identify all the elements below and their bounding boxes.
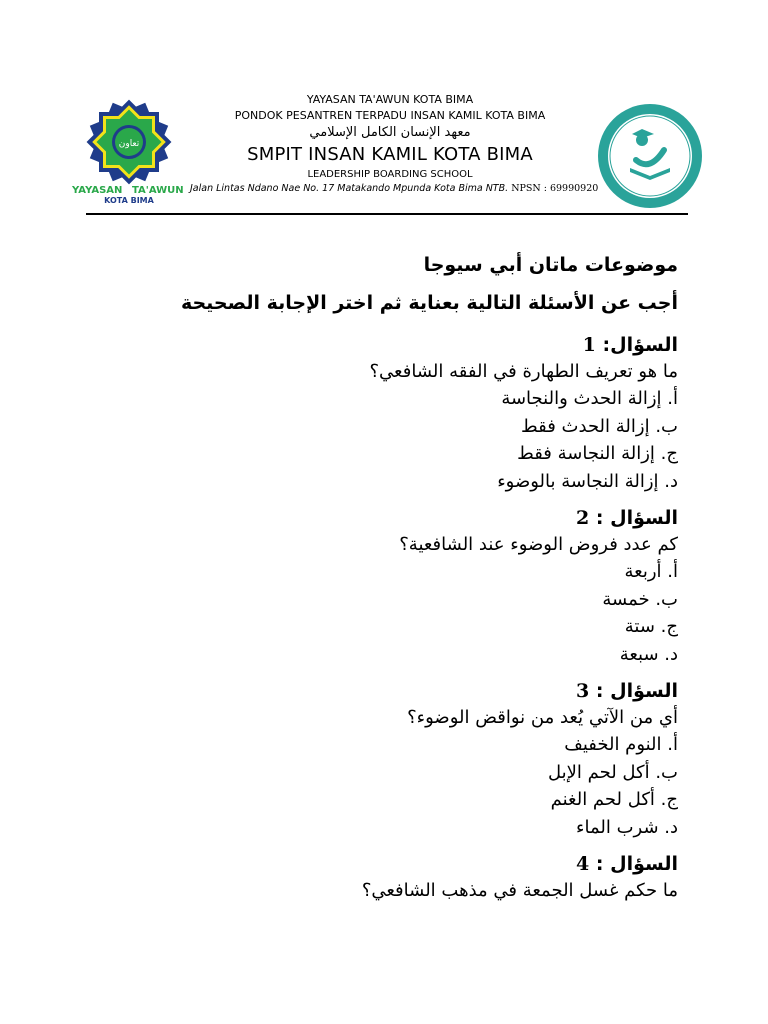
question-text: ما حكم غسل الجمعة في مذهب الشافعي؟ [361,880,678,901]
option-d: د. إزالة النجاسة بالوضوء [497,470,678,492]
option-a: أ. إزالة الحدث والنجاسة [501,388,678,409]
question-label: السؤال: [602,334,678,356]
address-text: Jalan Lintas Ndano Nae No. 17 Matakando Mpunda Kota Bima NTB. [190,183,509,194]
question-label: السؤال : [595,507,678,529]
foundation-name: YAYASAN TA'AWUN KOTA BIMA [306,93,474,106]
question-2 [80,505,678,668]
question-text: كم عدد فروض الوضوء عند الشافعية؟ [399,534,678,555]
question-label: السؤال : [595,680,678,702]
header-divider [86,213,688,215]
option-c: ج. إزالة النجاسة فقط [517,443,678,464]
option-a: أ. النوم الخفيف [564,734,678,755]
option-a: أ. أربعة [624,561,678,582]
letterhead-text [190,92,599,196]
topic-heading: موضوعات ماتان أبي سيوجا [423,254,678,276]
svg-text:KOTA BIMA: KOTA BIMA [104,196,154,205]
option-b: ب. أكل لحم الإبل [547,761,678,783]
question-text: ما هو تعريف الطهارة في الفقه الشافعي؟ [369,361,678,382]
option-d: د. سبعة [619,643,678,665]
program-name: LEADERSHIP BOARDING SCHOOL [307,169,473,180]
school-address [190,182,599,196]
question-number: 3 [576,680,590,702]
yayasan-tawun-logo [70,96,188,206]
question-4 [80,851,678,904]
question-1 [80,332,678,495]
option-c: ج. أكل لحم الغنم [550,789,678,810]
svg-text:تعاون: تعاون [118,139,140,149]
question-number: 4 [576,853,590,875]
npsn: NPSN : 69990920 [511,183,599,194]
pondok-name: PONDOK PESANTREN TERPADU INSAN KAMIL KOTA BIMA [234,109,546,122]
option-b: ب. إزالة الحدث فقط [521,415,678,437]
question-3 [80,678,678,841]
question-heading [80,505,678,531]
option-c: ج. ستة [624,616,678,637]
question-heading [80,851,678,877]
question-heading [80,678,678,704]
instruction-heading: أجب عن الأسئلة التالية بعناية ثم اختر الإجابة الصحيحة [180,292,678,314]
question-label: السؤال : [595,853,678,875]
option-d: د. شرب الماء [576,816,678,838]
exam-content [80,252,678,914]
question-number: 1 [582,334,596,356]
letterhead [70,92,690,216]
option-b: ب. خمسة [602,588,678,610]
question-text: أي من الآتي يُعد من نواقض الوضوء؟ [407,707,678,728]
svg-text:YAYASAN: YAYASAN [72,185,123,196]
school-emblem-logo [596,102,704,210]
question-heading [80,332,678,358]
school-name: SMPIT INSAN KAMIL KOTA BIMA [247,144,533,165]
question-number: 2 [576,507,590,529]
svg-text:TA'AWUN: TA'AWUN [132,185,184,196]
arabic-institution-name: معهد الإنسان الكامل الإسلامي [309,125,471,140]
